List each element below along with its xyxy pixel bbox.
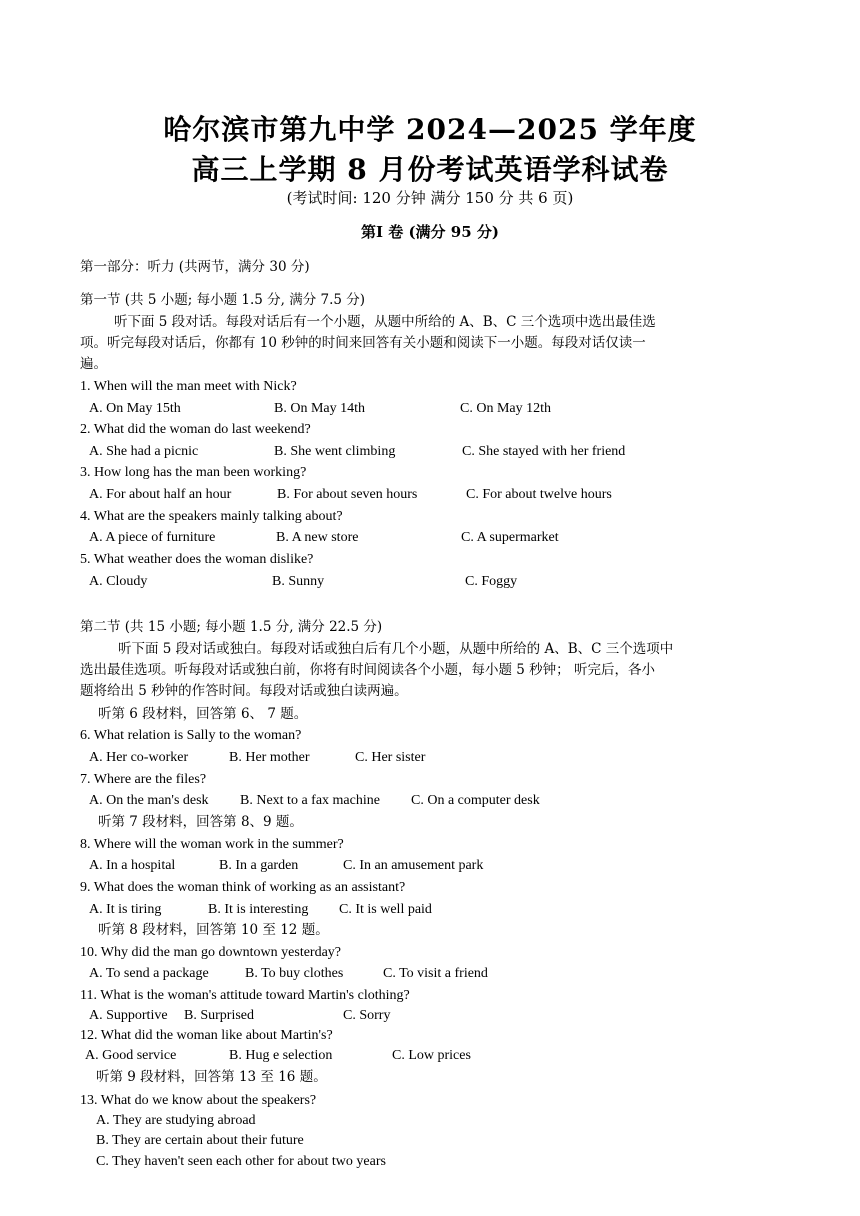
q4-option-c: C. A supermarket	[461, 530, 559, 545]
question-1: 1. When will the man meet with Nick?	[80, 379, 297, 394]
q12-option-c: C. Low prices	[392, 1048, 471, 1063]
q7-option-b: B. Next to a fax machine	[240, 793, 380, 808]
q3-option-b: B. For about seven hours	[277, 487, 418, 502]
q5-option-a: A. Cloudy	[89, 574, 148, 589]
q12-option-a: A. Good service	[85, 1048, 177, 1063]
q2-option-c: C. She stayed with her friend	[462, 444, 626, 459]
exam-info: (考试时间: 120 分钟 满分 150 分 共 6 页)	[286, 189, 574, 207]
q13-option-c: C. They haven't seen each other for about two years	[96, 1154, 386, 1169]
section2-instructions-line3: 题将给出 5 秒钟的作答时间。每段对话或独白读两遍。	[80, 683, 408, 699]
question-2: 2. What did the woman do last weekend?	[80, 422, 311, 437]
q3-option-a: A. For about half an hour	[89, 487, 232, 502]
question-3: 3. How long has the man been working?	[80, 465, 307, 480]
q8-option-a: A. In a hospital	[89, 858, 176, 873]
q10-option-a: A. To send a package	[89, 966, 209, 981]
question-4: 4. What are the speakers mainly talking about?	[80, 509, 343, 524]
q6-option-c: C. Her sister	[355, 750, 426, 765]
question-11: 11. What is the woman's attitude toward Martin's clothing?	[80, 988, 410, 1003]
section2-instructions-line2: 选出最佳选项。听每段对话或独白前，你将有时间阅读各个小题，每小题 5 秒钟； 听完后，各小	[80, 662, 655, 678]
q10-option-c: C. To visit a friend	[383, 966, 488, 981]
q2-option-b: B. She went climbing	[274, 444, 396, 459]
question-5: 5. What weather does the woman dislike?	[80, 552, 314, 567]
question-10: 10. Why did the man go downtown yesterday?	[80, 945, 342, 960]
material-7-note: 听第 7 段材料，回答第 8、9 题。	[98, 814, 303, 830]
q1-option-a: A. On May 15th	[89, 401, 181, 416]
section1-instructions-line3: 遍。	[80, 356, 107, 372]
section1-heading: 第一节 (共 5 小题; 每小题 1.5 分, 满分 7.5 分)	[80, 292, 366, 308]
q1-option-c: C. On May 12th	[460, 401, 551, 416]
q10-option-b: B. To buy clothes	[245, 966, 344, 981]
material-6-note: 听第 6 段材料，回答第 6、 7 题。	[98, 706, 308, 722]
q4-option-a: A. A piece of furniture	[89, 530, 216, 545]
material-9-note: 听第 9 段材料，回答第 13 至 16 题。	[96, 1069, 327, 1085]
q2-option-a: A. She had a picnic	[89, 444, 199, 459]
q6-option-a: A. Her co-worker	[89, 750, 189, 765]
part1-heading: 第一部分：听力 (共两节，满分 30 分)	[80, 259, 310, 275]
question-6: 6. What relation is Sally to the woman?	[80, 728, 302, 743]
question-12: 12. What did the woman like about Martin's?	[80, 1028, 333, 1043]
q8-option-c: C. In an amusement park	[343, 858, 484, 873]
material-8-note: 听第 8 段材料，回答第 10 至 12 题。	[98, 922, 329, 938]
section2-instructions-line1: 听下面 5 段对话或独白。每段对话或独白后有几个小题，从题中所给的 A、B、C 三个选项中	[118, 641, 674, 657]
q11-option-c: C. Sorry	[343, 1008, 391, 1023]
q12-option-b: B. Hug e selection	[229, 1048, 333, 1063]
q9-option-c: C. It is well paid	[339, 902, 432, 917]
question-9: 9. What does the woman think of working as an assistant?	[80, 880, 406, 895]
q13-option-b: B. They are certain about their future	[96, 1133, 304, 1148]
section1-instructions-line2: 项。听完每段对话后，你都有 10 秒钟的时间来回答有关小题和阅读下一小题。每段对话仅读一	[80, 335, 646, 351]
q8-option-b: B. In a garden	[219, 858, 299, 873]
q5-option-b: B. Sunny	[272, 574, 325, 589]
q4-option-b: B. A new store	[276, 530, 359, 545]
q13-option-a: A. They are studying abroad	[96, 1113, 256, 1128]
exam-title-line1: 哈尔滨市第九中学 2024—2025 学年度	[163, 113, 697, 146]
q6-option-b: B. Her mother	[229, 750, 310, 765]
section2-heading: 第二节 (共 15 小题; 每小题 1.5 分, 满分 22.5 分)	[80, 619, 383, 635]
question-7: 7. Where are the files?	[80, 772, 207, 787]
q7-option-a: A. On the man's desk	[89, 793, 209, 808]
q9-option-b: B. It is interesting	[208, 902, 309, 917]
question-8: 8. Where will the woman work in the summer?	[80, 837, 344, 852]
volume-heading: 第Ⅰ 卷 (满分 95 分)	[361, 223, 499, 241]
q9-option-a: A. It is tiring	[89, 902, 162, 917]
q1-option-b: B. On May 14th	[274, 401, 365, 416]
section1-instructions-line1: 听下面 5 段对话。每段对话后有一个小题，从题中所给的 A、B、C 三个选项中选出最佳选	[114, 314, 656, 330]
q11-option-a: A. Supportive	[89, 1008, 168, 1023]
q11-option-b: B. Surprised	[184, 1008, 254, 1023]
q3-option-c: C. For about twelve hours	[466, 487, 612, 502]
q7-option-c: C. On a computer desk	[411, 793, 540, 808]
q5-option-c: C. Foggy	[465, 574, 518, 589]
exam-title-line2: 高三上学期 8 月份考试英语学科试卷	[191, 153, 669, 186]
question-13: 13. What do we know about the speakers?	[80, 1093, 317, 1108]
